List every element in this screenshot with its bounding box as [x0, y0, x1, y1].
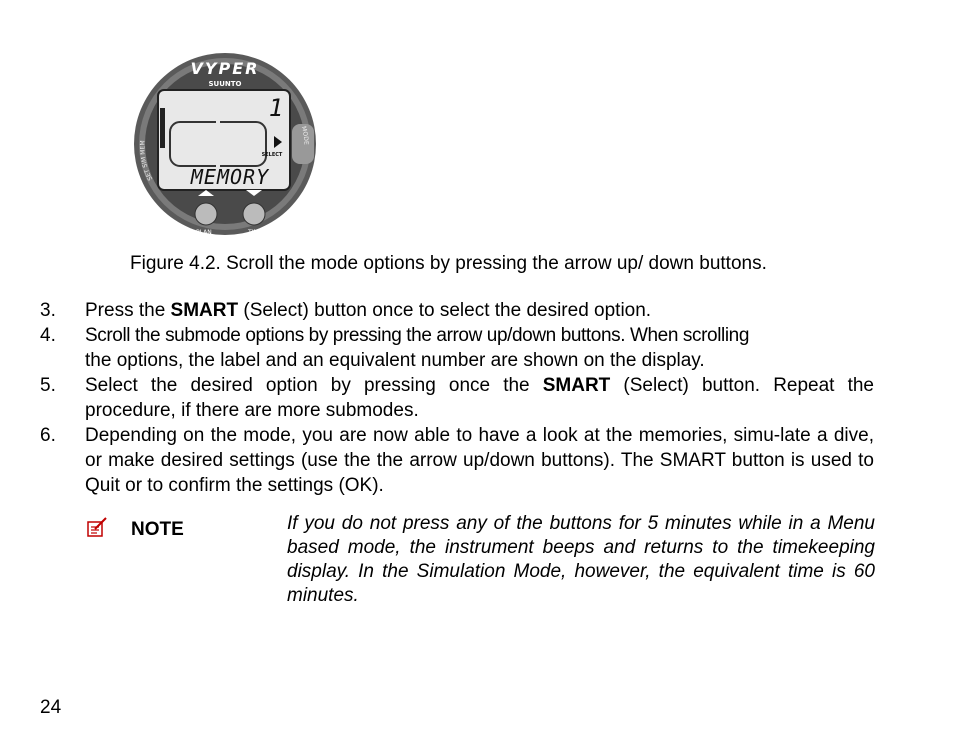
- plan-label: PLAN: [196, 229, 212, 236]
- plan-button: [195, 203, 217, 225]
- step-text: Press the: [85, 300, 171, 321]
- time-label: TIME: [248, 229, 263, 236]
- watch-right-label: MODE: [299, 125, 310, 146]
- step-number: 3.: [40, 300, 56, 321]
- step-number: 6.: [40, 425, 56, 446]
- step-text: (Select) button once to select the desired option.: [238, 300, 652, 321]
- step-text: Select the desired option by pressing once the: [85, 375, 543, 396]
- step-text: Scroll the submode options by pressing the arrow up/down buttons. When scrolling: [85, 325, 749, 346]
- time-button: [243, 203, 265, 225]
- note-text: If you do not press any of the buttons for 5 minutes while in a Menu based mode, the instrument beeps and returns to the timekeeping display. In the Simulation Mode, however, the equivalent time is 60 minutes.: [287, 513, 875, 606]
- figure-caption: Figure 4.2. Scroll the mode options by pressing the arrow up/ down buttons.: [130, 253, 767, 274]
- watch-left-labels: SET SIM MEM: [139, 140, 155, 182]
- step-6: [40, 423, 874, 498]
- step-text: Depending on the mode, you are now able to have a look at the memories, simu-late a dive, or make desired settings (use the the arrow up/down buttons). The SMART button is used to Quit or to confirm the settings (OK).: [85, 425, 874, 496]
- step-text: the options, the label and an equivalent number are shown on the display.: [85, 350, 705, 371]
- page-number: 24: [40, 697, 62, 718]
- note-pencil-icon: [86, 516, 108, 538]
- step-4: [40, 323, 874, 373]
- lcd-select-label: SELECT: [261, 152, 283, 158]
- step-text: (Select) button. Repeat the procedure, if there are more submodes.: [85, 375, 874, 421]
- watch-brand: VYPER: [190, 59, 260, 78]
- step-3: [40, 298, 874, 323]
- dive-computer-figure: [132, 48, 318, 240]
- step-number: 5.: [40, 375, 56, 396]
- step-5: [40, 373, 874, 423]
- smart-term: SMART: [170, 300, 239, 321]
- watch-maker: SUUNTO: [208, 80, 242, 88]
- instruction-steps: [40, 298, 874, 498]
- lcd-mode-text: MEMORY: [190, 165, 270, 189]
- smart-term: SMART: [542, 375, 611, 396]
- note-label: NOTE: [131, 519, 184, 540]
- lcd-digit: 1: [268, 94, 284, 122]
- step-number: 4.: [40, 325, 56, 346]
